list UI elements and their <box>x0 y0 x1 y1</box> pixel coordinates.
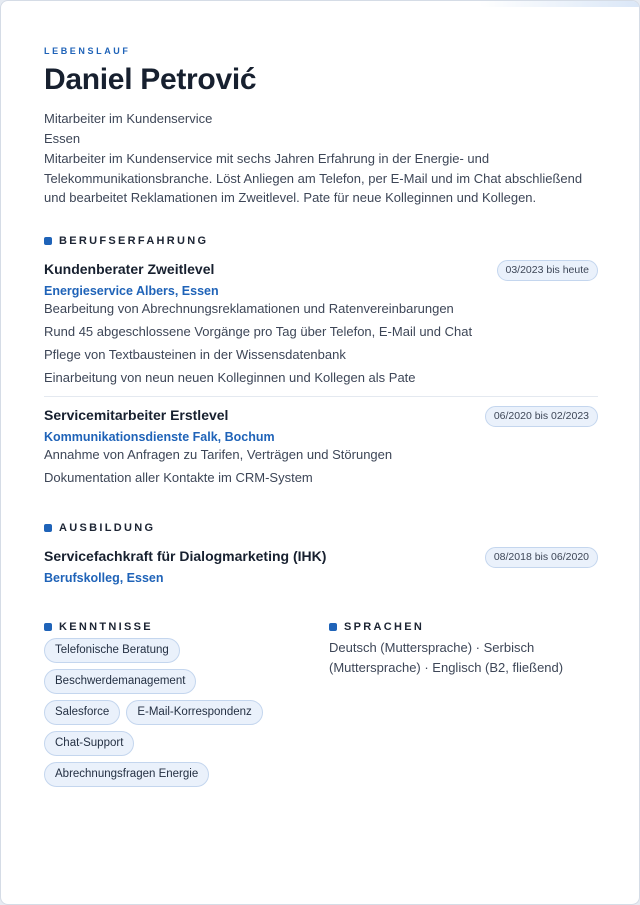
date-badge: 06/2020 bis 02/2023 <box>485 406 598 427</box>
skills-section <box>44 620 329 793</box>
location: Essen <box>44 131 81 146</box>
languages-text: Deutsch (Muttersprache) · Serbisch (Muttersprache) · Englisch (B2, fließend) <box>329 639 564 675</box>
job-header <box>44 260 598 281</box>
job-entry <box>44 406 598 486</box>
section-marker-icon <box>44 524 52 532</box>
education-entry <box>44 547 598 586</box>
skill-chips <box>44 638 284 793</box>
job-divider <box>44 396 598 397</box>
section-marker-icon <box>44 237 52 245</box>
job-bullet: Pflege von Textbausteinen in der Wissensdatenbank <box>44 346 346 362</box>
job-bullet: Dokumentation aller Kontakte im CRM-System <box>44 469 313 485</box>
skill-chip: E-Mail-Korrespondenz <box>126 700 262 725</box>
education-title: AUSBILDUNG <box>59 521 156 534</box>
skill-chip: Telefonische Beratung <box>44 638 180 663</box>
degree-title: Servicefachkraft für Dialogmarketing (IHK) <box>44 547 327 564</box>
education-section <box>44 521 598 586</box>
skill-chip: Salesforce <box>44 700 120 725</box>
section-marker-icon <box>329 623 337 631</box>
job-bullet: Bearbeitung von Abrechnungsreklamationen und Ratenvereinbarungen <box>44 300 454 316</box>
profile-summary: Mitarbeiter im Kundenservice mit sechs Jahren Erfahrung in der Energie- und Telekommunikationsbranche. Löst Anliegen am Telefon, per E-Mail und im Chat abschließend und bearbeitet Reklamationen im Zweitlevel. Pate für neue Kolleginnen und Kollegen. <box>44 151 583 205</box>
header-meta <box>44 109 598 208</box>
job-entry <box>44 260 598 397</box>
institution: Berufskolleg, Essen <box>44 570 164 585</box>
date-badge: 03/2023 bis heute <box>497 260 599 281</box>
section-marker-icon <box>44 623 52 631</box>
job-bullets <box>44 301 598 386</box>
education-heading <box>44 521 598 535</box>
employer: Energieservice Albers, Essen <box>44 283 219 298</box>
job-bullet: Rund 45 abgeschlossene Vorgänge pro Tag über Telefon, E-Mail und Chat <box>44 323 473 339</box>
skill-chip: Chat-Support <box>44 731 134 756</box>
skills-languages-row <box>44 620 598 793</box>
experience-heading <box>44 234 598 248</box>
skill-chip: Beschwerdemanagement <box>44 669 196 694</box>
job-header <box>44 406 598 427</box>
skills-title: KENNTNISSE <box>59 620 153 633</box>
document-kicker: LEBENSLAUF <box>44 46 131 56</box>
job-bullet: Einarbeitung von neun neuen Kolleginnen und Kollegen als Pate <box>44 369 416 385</box>
job-bullets <box>44 447 598 486</box>
experience-section <box>44 234 598 486</box>
skills-heading <box>44 620 329 634</box>
date-badge: 08/2018 bis 06/2020 <box>485 547 598 568</box>
languages-title: SPRACHEN <box>344 620 425 633</box>
resume-content <box>44 45 598 793</box>
person-name: Daniel Petrović <box>44 63 257 96</box>
role-title: Mitarbeiter im Kundenservice <box>44 111 213 126</box>
languages-heading <box>329 620 598 634</box>
job-title: Kundenberater Zweitlevel <box>44 260 215 277</box>
job-title: Servicemitarbeiter Erstlevel <box>44 406 229 423</box>
job-bullet: Annahme von Anfragen zu Tarifen, Verträgen und Störungen <box>44 446 393 462</box>
skill-chip: Abrechnungsfragen Energie <box>44 762 209 787</box>
experience-title: BERUFSERFAHRUNG <box>59 234 209 247</box>
employer: Kommunikationsdienste Falk, Bochum <box>44 429 275 444</box>
languages-section <box>329 620 598 793</box>
education-header <box>44 547 598 568</box>
